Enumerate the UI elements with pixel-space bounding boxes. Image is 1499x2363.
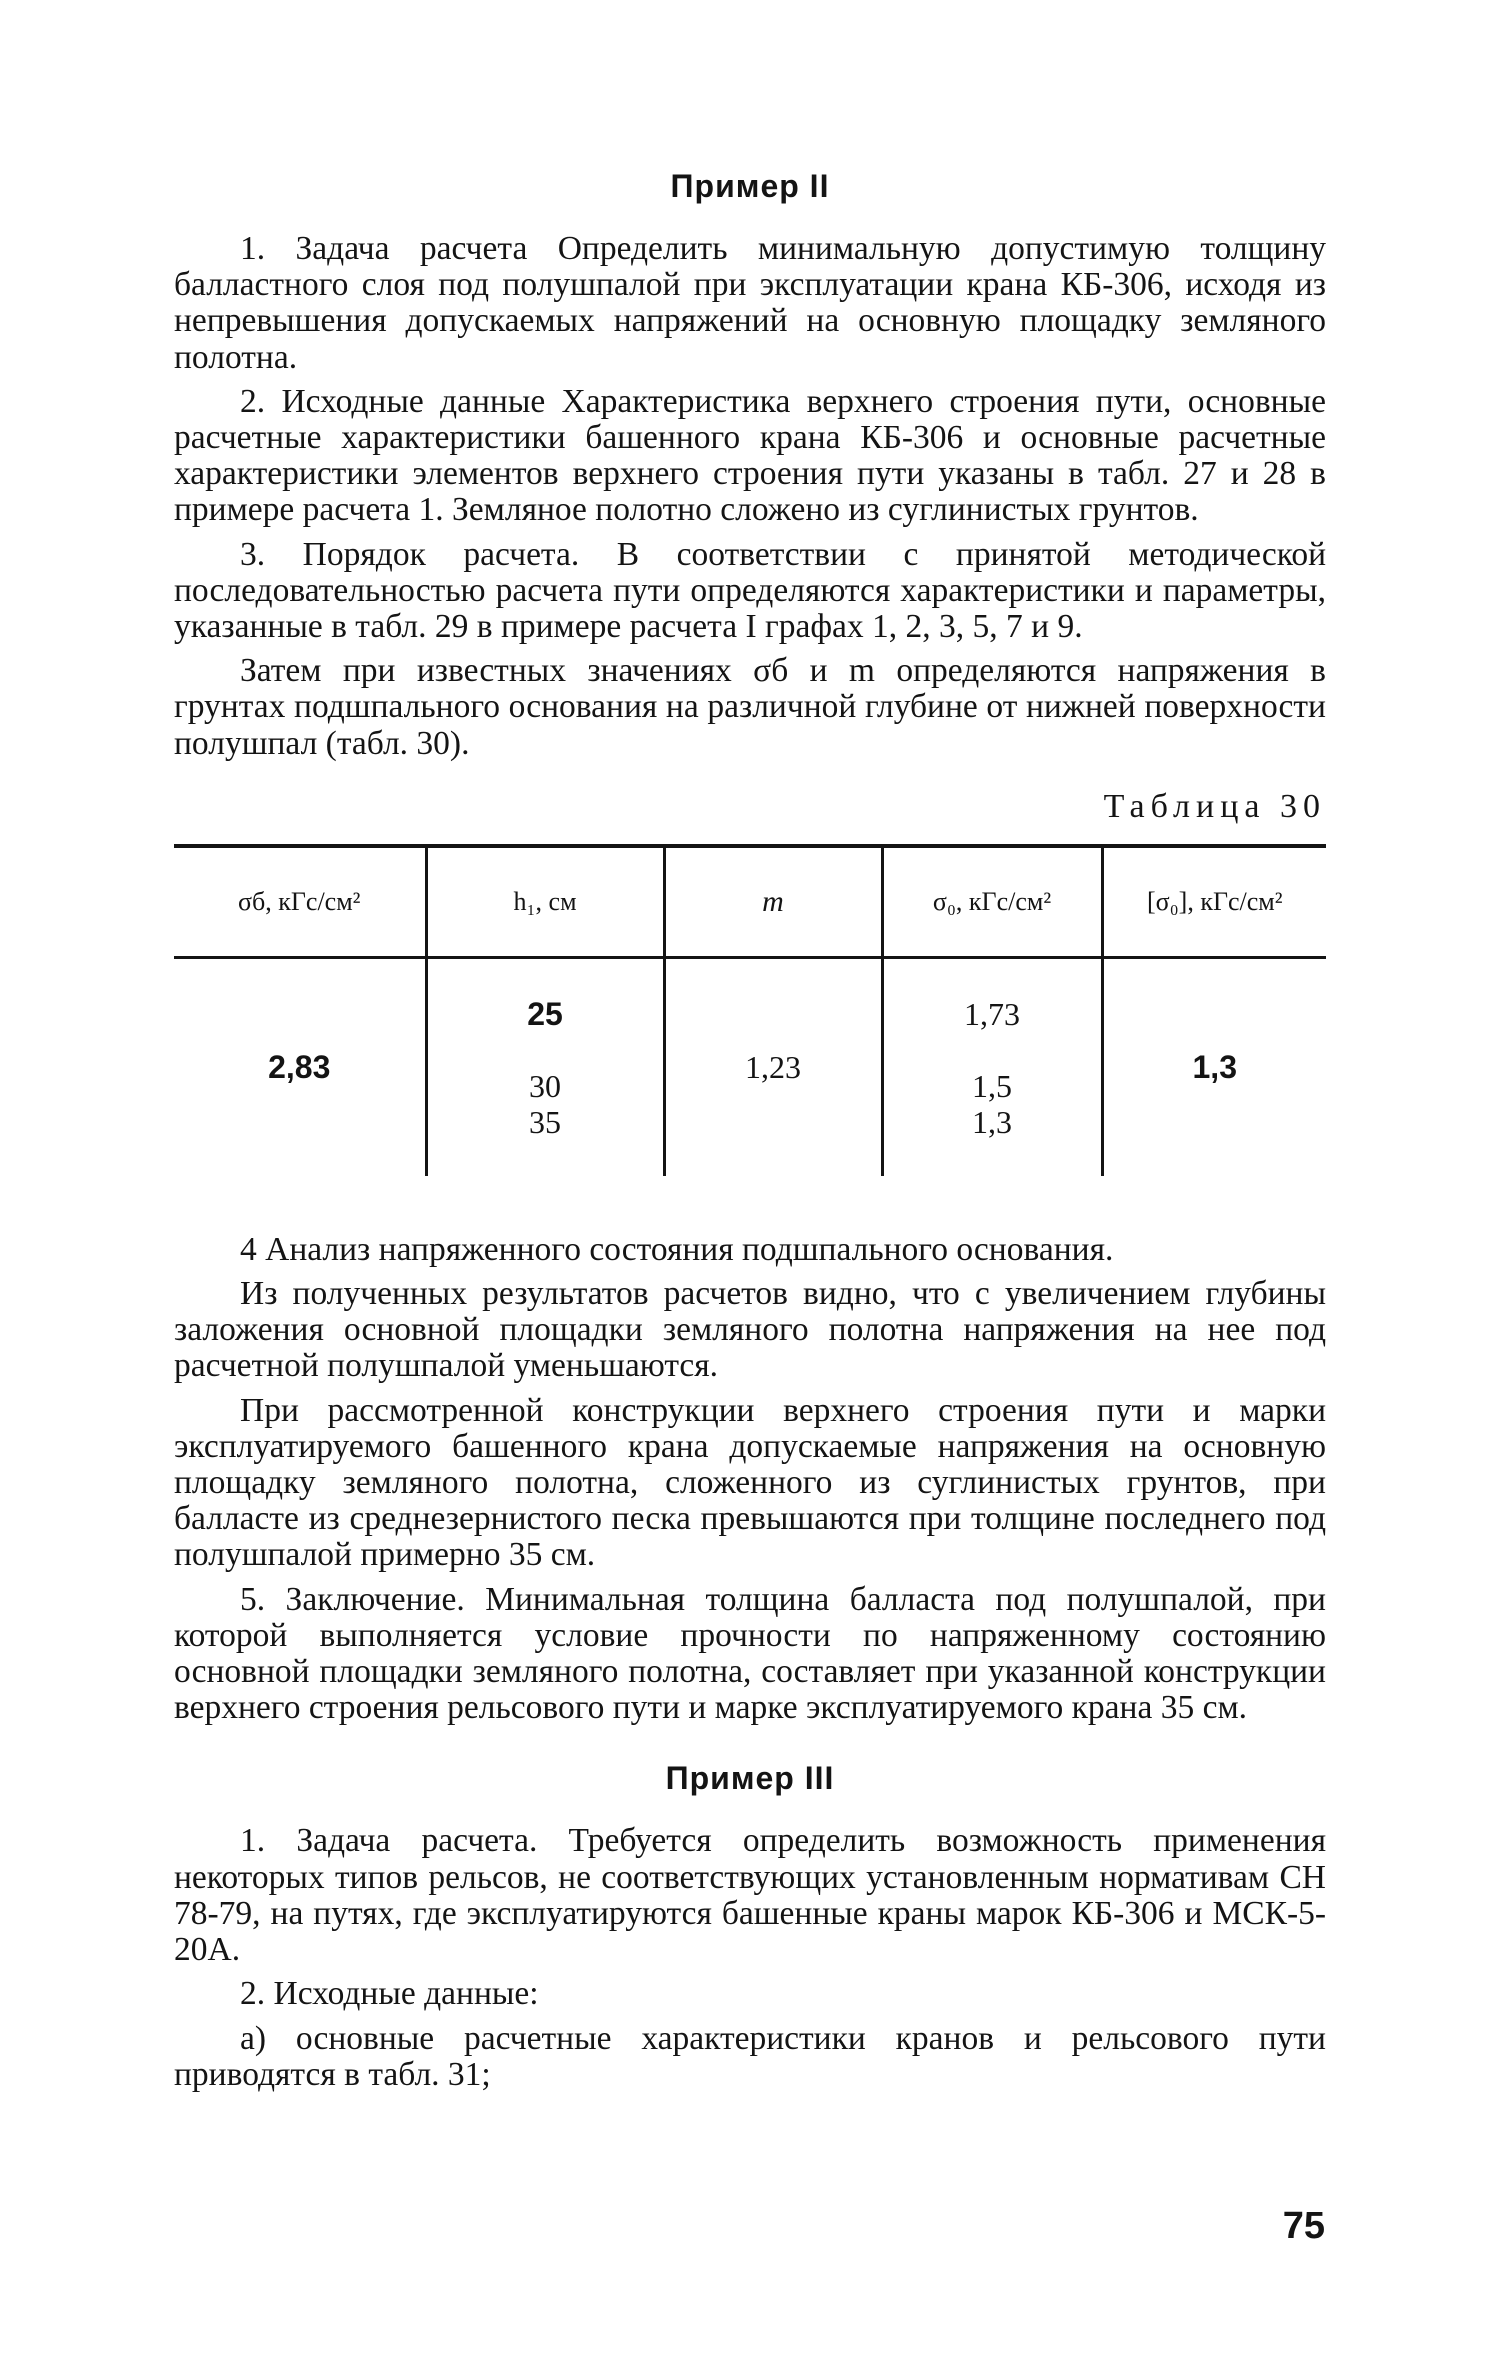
- analysis-text-2: При рассмотренной конструкции верхнего строения пути и марки эксплуатируемого башенного крана допускаемые напряжения на основную площадку земляного полотна, сложенного из суглинистых грунтов, при балласте из среднезернистого песка превышаются при толщине последнего под полушпалой примерно 35 см.: [174, 1391, 1326, 1574]
- conclusion: 5. Заключение. Минимальная толщина балласта под полушпалой, при которой выполняется условие прочности по напряженному состоянию основной площадки земляного полотна, составляет при указанной конструкции верхнего строения рельсового пути и марке эксплуатируемого крана 35 см.: [174, 1580, 1326, 1727]
- header-sigma-0: σ₀, кГс/см²: [882, 846, 1102, 958]
- example-3-task: 1. Задача расчета. Требуется определить возможность применения некоторых типов рельсов, не соответствующих установленным нормативам СН 78-79, на путях, где эксплуатируются башенные краны марок КБ-306 и МСК-5-20А.: [174, 1822, 1326, 1969]
- cell-m: 1,23: [664, 958, 882, 1176]
- example-3-input-heading: 2. Исходные данные:: [240, 1975, 539, 2013]
- header-h1: h₁, см: [426, 846, 664, 958]
- analysis-text-1: Из полученных результатов расчетов видно, что с увеличением глубины заложения основной площадки земляного полотна напряжения на нее под расчетной полушпалой уменьшаются.: [174, 1275, 1326, 1385]
- cell-sigma-0: [882, 958, 1102, 1176]
- cell-sigma-0-allowed: 1,3: [1102, 958, 1326, 1176]
- example-2-task: 1. Задача расчета Определить минимальную допустимую толщину балластного слоя под полушпалой при эксплуатации крана КБ-306, исходя из непревышения допускаемых напряжений на основную площадку земляного полотна.: [174, 230, 1326, 376]
- example-2-procedure: 3. Порядок расчета. В соответствии с принятой методической последовательностью расчета пути определяются характеристики и параметры, указанные в табл. 29 в примере расчета I графах 1, 2, 3, 5, 7 и 9.: [174, 535, 1326, 646]
- table-30: [174, 844, 1326, 1176]
- page-content: [174, 150, 1326, 2093]
- header-m: m: [664, 846, 882, 958]
- table-30-caption: Таблица 30: [1103, 787, 1326, 825]
- example-2-input-data: 2. Исходные данные Характеристика верхнего строения пути, основные расчетные характеристики башенного крана КБ-306 и основные расчетные характеристики элементов верхнего строения пути указаны в табл. 27 и 28 в примере расчета 1. Земляное полотно сложено из суглинистых грунтов.: [174, 382, 1326, 529]
- example-3-item-a: а) основные расчетные характеристики кранов и рельсового пути приводятся в табл. 31;: [174, 2019, 1326, 2093]
- sigma-0-value: 1,5: [972, 1067, 1012, 1104]
- cell-h1: [426, 958, 664, 1176]
- h1-value: 25: [527, 995, 563, 1032]
- page-number: 75: [1282, 2205, 1325, 2247]
- h1-value: 35: [529, 1103, 561, 1140]
- table-header-row: [174, 846, 1326, 958]
- h1-value: 30: [529, 1067, 561, 1104]
- analysis-heading: 4 Анализ напряженного состояния подшпального основания.: [240, 1230, 1114, 1268]
- sigma-0-value: 1,73: [964, 995, 1020, 1032]
- sigma-0-value: 1,3: [972, 1103, 1012, 1140]
- example-3-title: Пример III: [665, 1760, 835, 1797]
- cell-sigma-b: 2,83: [268, 1049, 331, 1086]
- header-sigma-b: σб, кГс/см²: [174, 846, 426, 958]
- example-2-stress-text: Затем при известных значениях σб и m определяются напряжения в грунтах подшпального основания на различной глубине от нижней поверхности полушпал (табл. 30).: [174, 652, 1326, 762]
- example-2-title: Пример II: [670, 168, 830, 204]
- header-sigma-0-allowed: [σ₀], кГс/см²: [1102, 846, 1326, 958]
- table-row: [174, 958, 1326, 1176]
